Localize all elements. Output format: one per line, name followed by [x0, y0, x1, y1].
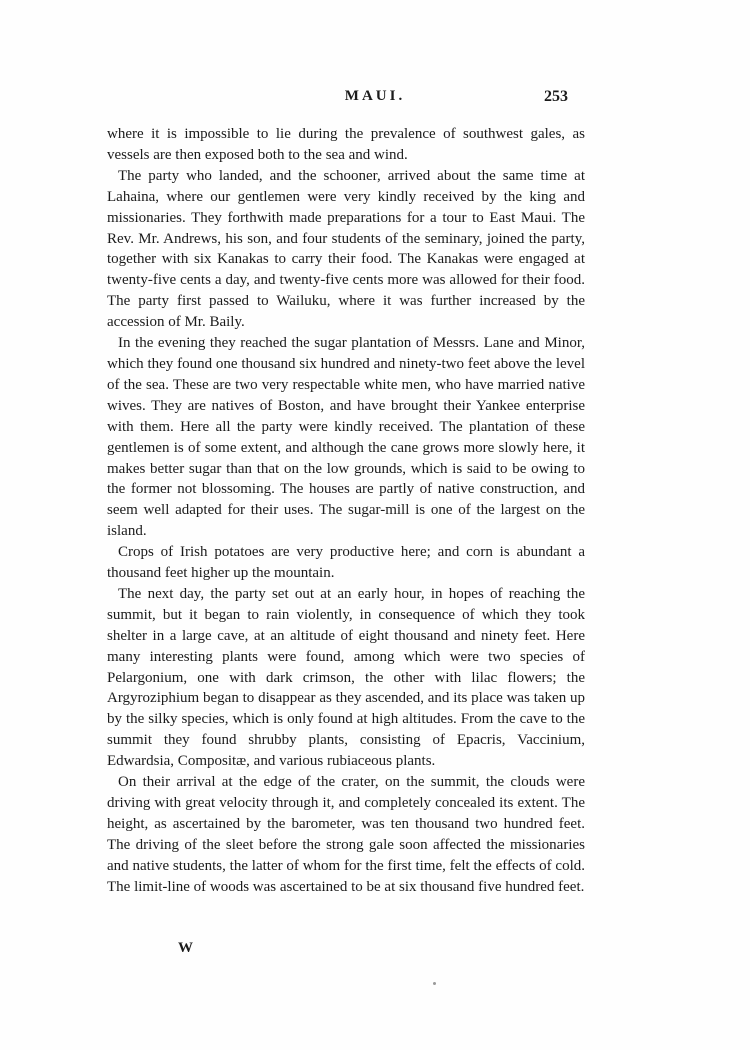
paragraph-4: Crops of Irish potatoes are very productive here; and corn is abundant a thousand feet higher up the mountain. [107, 544, 585, 582]
paper-speck [433, 982, 436, 985]
signature-mark: W [178, 940, 193, 956]
running-head [0, 88, 750, 110]
paragraph-5: The next day, the party set out at an early hour, in hopes of reaching the summit, but it began to rain violently, in consequence of which they took shelter in a large cave, at an altitude of eight thousand and ninety feet. Here many interesting plants were found, among which were two species of Pelargonium, one with dark crimson, the other with lilac flowers; the Argyroziphium began to disappear as they ascended, and its place was taken up by the silky species, which is only found at high altitudes. From the cave to the summit they found shrubby plants, consisting of Epacris, Vaccinium, Edwardsia, Compositæ, and various rubiaceous plants. [107, 585, 585, 770]
body-text [107, 124, 585, 898]
page-number: 253 [544, 88, 568, 105]
running-title: MAUI. [344, 88, 406, 104]
paragraph-6: On their arrival at the edge of the crater, on the summit, the clouds were driving with great velocity through it, and completely concealed its extent. The height, as ascertained by the barometer, was ten thousand two hundred feet. The driving of the sleet before the strong gale soon affected the missionaries and native students, the latter of whom for the first time, felt the effects of cold. The limit-line of woods was ascertained to be at six thousand five hundred feet. [107, 774, 585, 895]
paragraph-1: where it is impossible to lie during the prevalence of southwest gales, as vessels are then exposed both to the sea and wind. [107, 126, 585, 163]
paragraph-3: In the evening they reached the sugar plantation of Messrs. Lane and Minor, which they found one thousand six hundred and ninety-two feet above the level of the sea. These are two very respectable white men, who have married native wives. They are natives of Boston, and have brought their Yankee enterprise with them. Here all the party were kindly received. The plantation of these gentlemen is of some extent, and although the cane grows more slowly here, it makes better sugar than that on the low grounds, which is said to be owing to the former not blossoming. The houses are partly of native construction, and seem well adapted for their uses. The sugar-mill is one of the largest on the island. [107, 335, 585, 540]
paragraph-2: The party who landed, and the schooner, arrived about the same time at Lahaina, where our gentlemen were very kindly received by the king and missionaries. They forthwith made preparations for a tour to East Maui. The Rev. Mr. Andrews, his son, and four students of the seminary, joined the party, together with six Kanakas to carry their food. The Kanakas were engaged at twenty-five cents a day, and twenty-five cents more was allowed for their food. The party first passed to Wailuku, where it was further increased by the accession of Mr. Baily. [107, 167, 585, 331]
